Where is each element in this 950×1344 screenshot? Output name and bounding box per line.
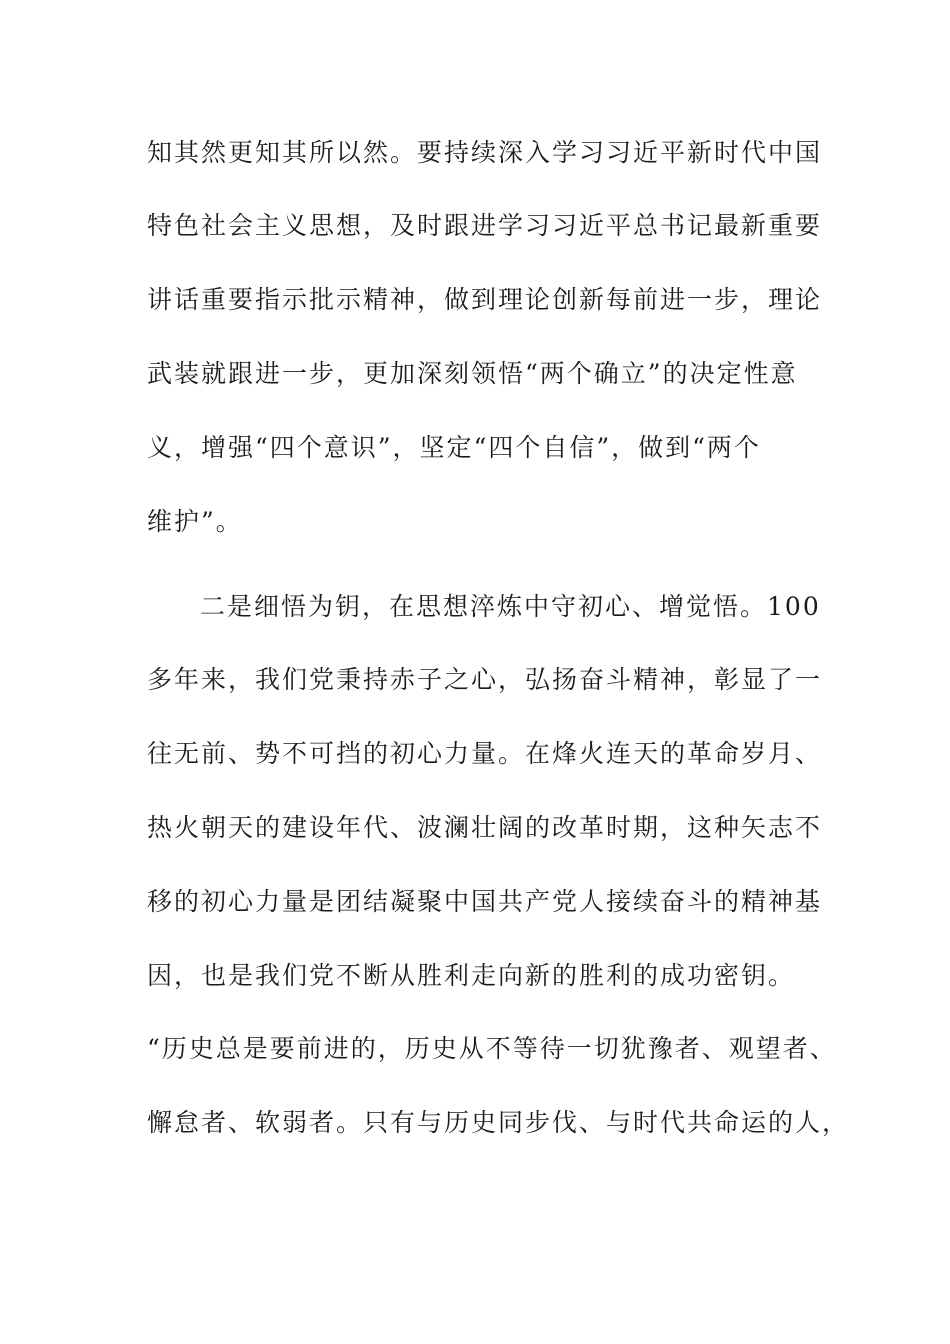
text-line: 维护”。	[147, 507, 243, 536]
text-line: 特色社会主义思想，及时跟进学习习近平总书记最新重要	[147, 211, 823, 240]
text-line: 讲话重要指示批示精神，做到理论创新每前进一步，理论	[147, 285, 823, 314]
paragraph-start-line: 二是细悟为钥，在思想淬炼中守初心、增觉悟。100	[200, 592, 821, 621]
text-line: 懈怠者、软弱者。只有与历史同步伐、与时代共命运的人，	[147, 1108, 850, 1137]
text-line: “历史总是要前进的，历史从不等待一切犹豫者、观望者、	[147, 1034, 837, 1063]
text-line: 热火朝天的建设年代、波澜壮阔的改革时期，这种矢志不	[147, 813, 823, 842]
text-line: 移的初心力量是团结凝聚中国共产党人接续奋斗的精神基	[147, 887, 823, 916]
text-line: 知其然更知其所以然。要持续深入学习习近平新时代中国	[147, 138, 823, 167]
text-line: 往无前、势不可挡的初心力量。在烽火连天的革命岁月、	[147, 739, 823, 768]
text-line: 多年来，我们党秉持赤子之心，弘扬奋斗精神，彰显了一	[147, 665, 823, 694]
text-line: 义，增强“四个意识”，坚定“四个自信”，做到“两个	[147, 433, 761, 462]
text-line: 因，也是我们党不断从胜利走向新的胜利的成功密钥。	[147, 961, 796, 990]
text-line: 武装就跟进一步，更加深刻领悟“两个确立”的决定性意	[147, 359, 798, 388]
